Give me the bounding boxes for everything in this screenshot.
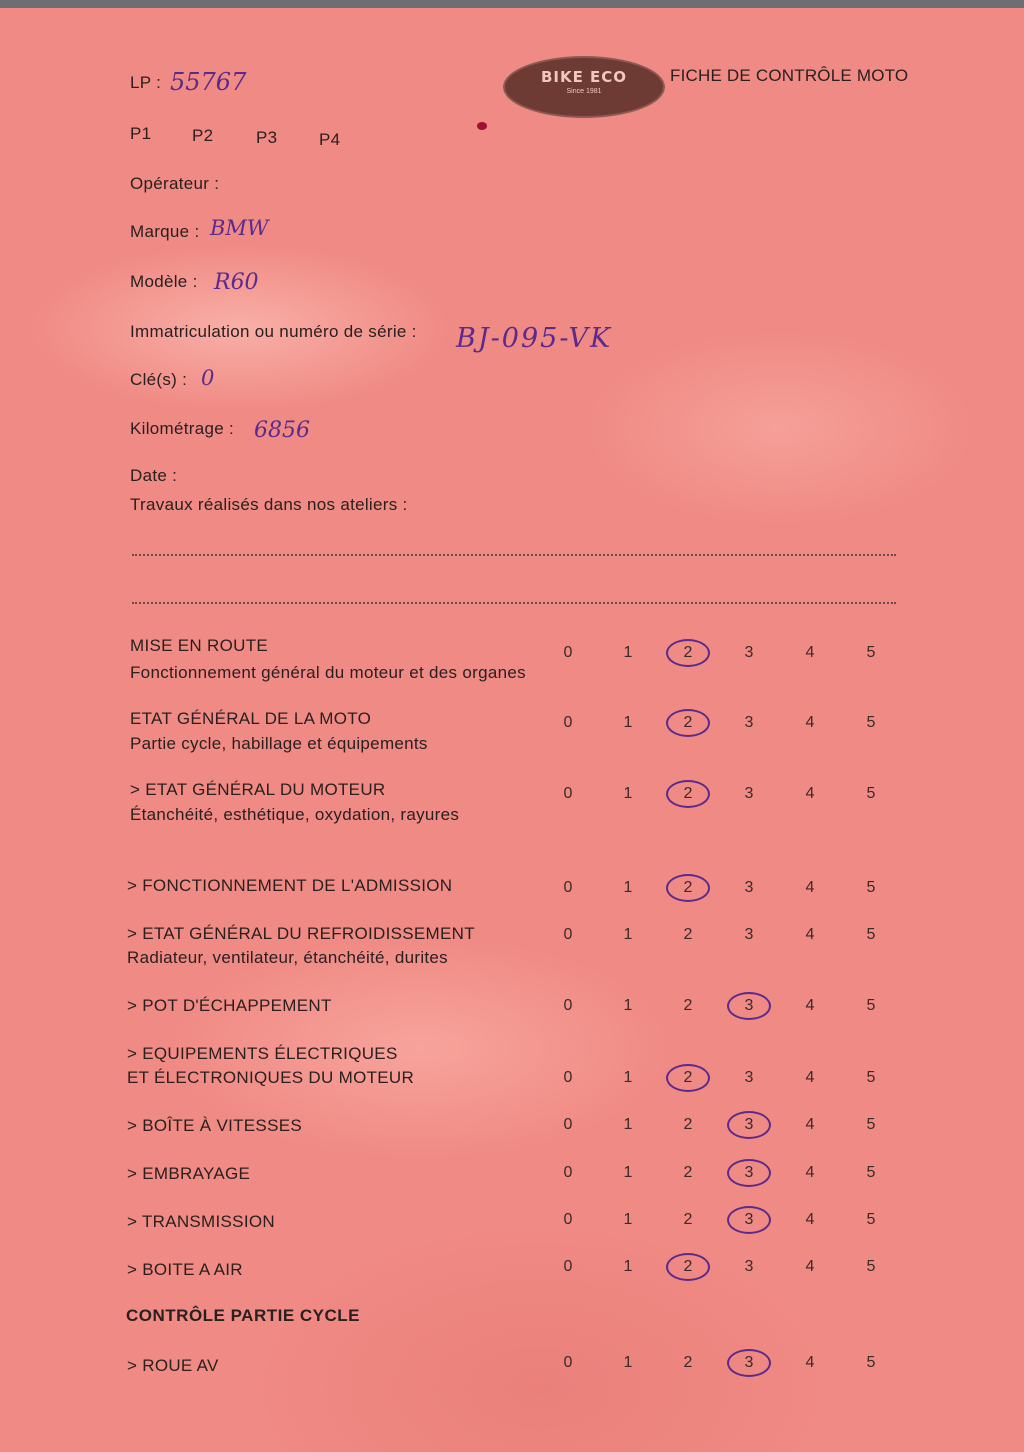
score-option[interactable]: 1 (623, 997, 633, 1014)
row-subtitle: Partie cycle, habillage et équipements (130, 734, 428, 753)
row-subtitle: Fonctionnement général du moteur et des organes (130, 663, 526, 682)
row-title: > POT D'ÉCHAPPEMENT (127, 996, 332, 1015)
score-option[interactable]: 3 (744, 1258, 754, 1275)
selected-score-circle (666, 780, 710, 808)
sheet-title: FICHE DE CONTRÔLE MOTO (670, 66, 909, 85)
selected-score-circle (666, 709, 710, 737)
score-option[interactable]: 5 (866, 997, 876, 1014)
selected-score-circle (666, 1253, 710, 1281)
score-option[interactable]: 0 (563, 785, 573, 802)
selected-score-circle (666, 874, 710, 902)
score-option[interactable]: 0 (563, 1164, 573, 1181)
row-title: ETAT GÉNÉRAL DE LA MOTO (130, 709, 372, 728)
score-option[interactable]: 3 (744, 1116, 754, 1133)
score-option[interactable]: 5 (866, 1116, 876, 1133)
row-title: MISE EN ROUTE (130, 636, 269, 655)
date-label: Date : (130, 466, 178, 485)
score-option[interactable]: 4 (805, 714, 815, 731)
score-option[interactable]: 3 (744, 644, 754, 661)
logo-subtext: Since 1981 (566, 88, 602, 95)
score-option[interactable]: 2 (683, 714, 693, 731)
marque-value: BMW (210, 216, 269, 240)
score-option[interactable]: 3 (744, 1354, 754, 1371)
selected-score-circle (666, 639, 710, 667)
score-option[interactable]: 4 (805, 926, 815, 943)
score-option[interactable]: 2 (683, 997, 693, 1014)
score-option[interactable]: 5 (866, 926, 876, 943)
score-option[interactable]: 4 (805, 997, 815, 1014)
score-option[interactable]: 3 (744, 997, 754, 1014)
selected-score-circle (727, 1111, 771, 1139)
row-title: > FONCTIONNEMENT DE L'ADMISSION (127, 876, 453, 895)
score-option[interactable]: 1 (623, 644, 633, 661)
selected-score-circle (727, 1159, 771, 1187)
score-option[interactable]: 0 (563, 644, 573, 661)
score-option[interactable]: 0 (563, 1354, 573, 1371)
dotted-line-1 (132, 554, 896, 556)
cles-value: 0 (201, 366, 215, 390)
score-option[interactable]: 2 (683, 644, 693, 661)
section-heading: CONTRÔLE PARTIE CYCLE (126, 1306, 361, 1325)
control-sheet (0, 8, 1024, 1452)
score-option[interactable]: 5 (866, 644, 876, 661)
score-option[interactable]: 2 (683, 879, 693, 896)
row-title: > TRANSMISSION (127, 1212, 275, 1231)
selected-score-circle (727, 1206, 771, 1234)
p4-label: P4 (319, 130, 341, 149)
score-option[interactable]: 2 (683, 1354, 693, 1371)
score-option[interactable]: 5 (866, 1211, 876, 1228)
score-option[interactable]: 2 (683, 785, 693, 802)
score-option[interactable]: 1 (623, 1069, 633, 1086)
selected-score-circle (727, 1349, 771, 1377)
score-option[interactable]: 0 (563, 1116, 573, 1133)
score-option[interactable]: 4 (805, 1164, 815, 1181)
row-title: > ETAT GÉNÉRAL DU REFROIDISSEMENT (127, 924, 475, 943)
score-option[interactable]: 3 (744, 1164, 754, 1181)
score-option[interactable]: 4 (805, 879, 815, 896)
cles-label: Clé(s) : (130, 370, 188, 389)
modele-value: R60 (214, 270, 259, 295)
row-title: > BOÎTE À VITESSES (127, 1116, 302, 1135)
row-subtitle: Radiateur, ventilateur, étanchéité, durites (127, 948, 448, 967)
score-option[interactable]: 1 (623, 1258, 633, 1275)
marque-label: Marque : (130, 222, 200, 241)
row-title: > ETAT GÉNÉRAL DU MOTEUR (130, 780, 386, 799)
score-option[interactable]: 4 (805, 1211, 815, 1228)
score-option[interactable]: 0 (563, 714, 573, 731)
score-option[interactable]: 1 (623, 1164, 633, 1181)
score-option[interactable]: 0 (563, 1211, 573, 1228)
km-label: Kilométrage : (130, 419, 235, 438)
score-option[interactable]: 1 (623, 926, 633, 943)
modele-label: Modèle : (130, 272, 198, 291)
score-option[interactable]: 3 (744, 714, 754, 731)
score-option[interactable]: 4 (805, 1354, 815, 1371)
score-option[interactable]: 4 (805, 1258, 815, 1275)
score-option[interactable]: 4 (805, 785, 815, 802)
score-option[interactable]: 4 (805, 1069, 815, 1086)
score-option[interactable]: 5 (866, 879, 876, 896)
score-option[interactable]: 2 (683, 1116, 693, 1133)
score-option[interactable]: 5 (866, 1164, 876, 1181)
row-title: > BOITE A AIR (127, 1260, 243, 1279)
p1-label: P1 (130, 124, 152, 143)
score-option[interactable]: 5 (866, 1354, 876, 1371)
p3-label: P3 (256, 128, 278, 147)
score-option[interactable]: 4 (805, 644, 815, 661)
lp-value: 55767 (170, 68, 247, 96)
score-option[interactable]: 1 (623, 1211, 633, 1228)
km-value: 6856 (254, 418, 310, 443)
score-option[interactable]: 3 (744, 1211, 754, 1228)
score-option[interactable]: 1 (623, 714, 633, 731)
selected-score-circle (727, 992, 771, 1020)
score-option[interactable]: 3 (744, 879, 754, 896)
p2-label: P2 (192, 126, 214, 145)
score-option[interactable]: 5 (866, 1069, 876, 1086)
score-option[interactable]: 5 (866, 785, 876, 802)
logo-text: BIKE ECO (540, 68, 628, 86)
score-option[interactable]: 5 (866, 1258, 876, 1275)
lp-label: LP : (130, 73, 162, 92)
score-option[interactable]: 3 (744, 785, 754, 802)
score-option[interactable]: 0 (563, 1069, 573, 1086)
score-option[interactable]: 2 (683, 926, 693, 943)
score-option[interactable]: 1 (623, 785, 633, 802)
score-option[interactable]: 2 (683, 1258, 693, 1275)
score-option[interactable]: 0 (563, 879, 573, 896)
score-option[interactable]: 1 (623, 1116, 633, 1133)
row-subtitle: ET ÉLECTRONIQUES DU MOTEUR (127, 1068, 415, 1087)
row-subtitle: Étanchéité, esthétique, oxydation, rayures (130, 805, 460, 824)
score-option[interactable]: 0 (563, 926, 573, 943)
selected-score-circle (666, 1064, 710, 1092)
score-option[interactable]: 1 (623, 879, 633, 896)
score-option[interactable]: 2 (683, 1211, 693, 1228)
score-option[interactable]: 2 (683, 1069, 693, 1086)
row-title: > EQUIPEMENTS ÉLECTRIQUES (127, 1044, 398, 1063)
ink-spot (477, 122, 487, 130)
score-option[interactable]: 2 (683, 1164, 693, 1181)
immat-value: BJ-095-VK (456, 323, 613, 354)
score-option[interactable]: 4 (805, 1116, 815, 1133)
score-option[interactable]: 3 (744, 926, 754, 943)
dotted-line-2 (132, 602, 896, 604)
row-title: > ROUE AV (127, 1356, 219, 1375)
score-option[interactable]: 3 (744, 1069, 754, 1086)
immat-label: Immatriculation ou numéro de série : (130, 322, 417, 341)
score-option[interactable]: 1 (623, 1354, 633, 1371)
score-option[interactable]: 0 (563, 1258, 573, 1275)
score-option[interactable]: 5 (866, 714, 876, 731)
company-logo (503, 56, 665, 118)
travaux-label: Travaux réalisés dans nos ateliers : (130, 495, 408, 514)
row-title: > EMBRAYAGE (127, 1164, 251, 1183)
operateur-label: Opérateur : (130, 174, 220, 193)
score-option[interactable]: 0 (563, 997, 573, 1014)
